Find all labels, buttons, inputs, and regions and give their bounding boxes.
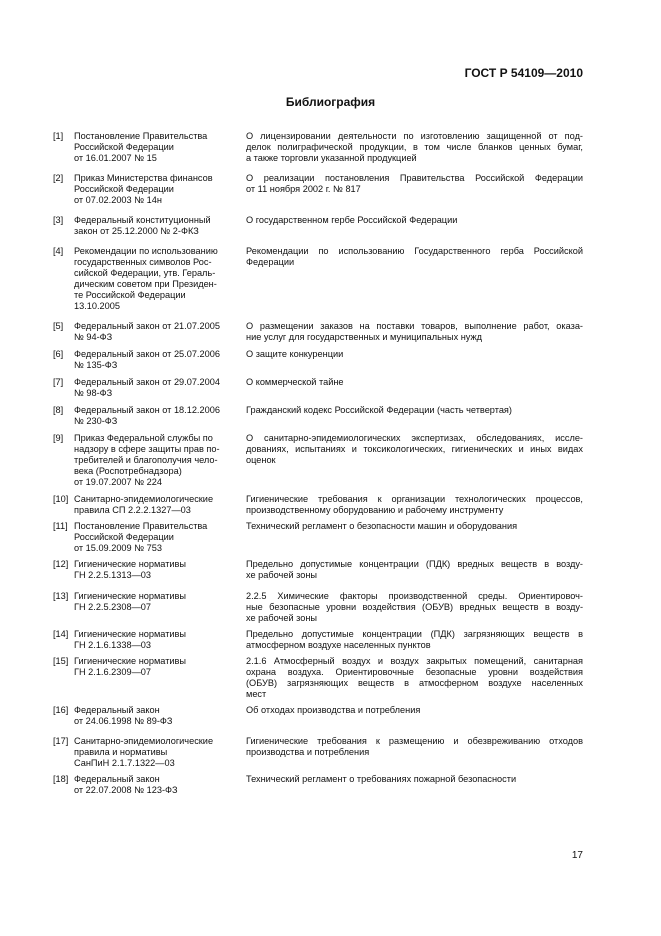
entry-number: [12] [53, 559, 69, 569]
entry-number: [10] [53, 494, 69, 504]
source-line: Российской Федерации [74, 532, 174, 542]
bibliography-list [53, 131, 584, 796]
entry-number: [7] [53, 377, 64, 387]
source-line: ГН 2.1.6.1338—03 [74, 640, 151, 650]
source-line: № 135-ФЗ [74, 360, 118, 370]
description-line: О лицензировании деятельности по изготовлению защищенной от под- [246, 131, 583, 141]
entry-number: [4] [53, 246, 64, 256]
entry-source [74, 215, 243, 237]
description-line: мест [246, 689, 267, 699]
description-line: Рекомендации по использованию Государственного герба Российской [246, 246, 583, 256]
bibliography-entry [53, 405, 584, 427]
description-line: О санитарно-эпидемиологических экспертизах, обследованиях, иссле- [246, 433, 583, 443]
description-line: от 11 ноября 2002 г. № 817 [246, 184, 361, 194]
bibliography-entry [53, 559, 584, 581]
source-line: Приказ Министерства финансов [74, 173, 213, 183]
source-line: надзору в сфере защиты прав по- [74, 444, 220, 454]
entry-description [246, 246, 583, 312]
entry-description [246, 774, 583, 796]
entry-source [74, 629, 243, 651]
source-line: Гигиенические нормативы [74, 591, 187, 601]
description-line: О коммерческой тайне [246, 377, 344, 387]
entry-number: [5] [53, 321, 64, 331]
entry-number: [18] [53, 774, 69, 784]
description-line: О реализации постановления Правительства Российской Федерации [246, 173, 583, 183]
description-line: Предельно допустимые концентрации (ПДК) вредных веществ в возду- [246, 559, 583, 569]
entry-number: [15] [53, 656, 69, 666]
entry-description [246, 131, 583, 164]
entry-description [246, 173, 583, 206]
source-line: Постановление Правительства [74, 131, 208, 141]
source-line: № 94-ФЗ [74, 332, 113, 342]
bibliography-entry [53, 591, 584, 624]
entry-source [74, 494, 243, 516]
source-line: те Российской Федерации [74, 290, 186, 300]
entry-description [246, 591, 583, 624]
entry-number: [3] [53, 215, 64, 225]
description-line: Гигиенические требования к организации технологических процессов, [246, 494, 583, 504]
bibliography-entry [53, 494, 584, 516]
description-line: (ОБУВ) загрязняющих веществ в атмосферном воздухе населенных [246, 678, 583, 688]
bibliography-entry [53, 656, 584, 700]
description-line: Гражданский кодекс Российской Федерации (часть четвертая) [246, 405, 512, 415]
bibliography-entry [53, 736, 584, 769]
entry-source [74, 656, 243, 700]
bibliography-entry [53, 521, 584, 554]
source-line: Федеральный закон от 21.07.2005 [74, 321, 220, 331]
description-line: делок полиграфической продукции, в том числе бланков ценных бумаг, [246, 142, 583, 152]
source-line: Постановление Правительства [74, 521, 208, 531]
description-line: Об отходах производства и потребления [246, 705, 421, 715]
bibliography-entry [53, 246, 584, 312]
source-line: Федеральный закон от 29.07.2004 [74, 377, 220, 387]
description-line: дованиях, испытаниях и токсикологических, гигиенических и иных видах [246, 444, 583, 454]
source-line: Гигиенические нормативы [74, 559, 187, 569]
entry-number: [2] [53, 173, 64, 183]
entry-source [74, 173, 243, 206]
source-line: от 22.07.2008 № 123-ФЗ [74, 785, 178, 795]
description-line: атмосферном воздухе населенных пунктов [246, 640, 431, 650]
description-line: 2.1.6 Атмосферный воздух и воздух закрытых помещений, санитарная [246, 656, 583, 666]
entry-description [246, 377, 583, 399]
entry-source [74, 433, 243, 488]
entry-number: [14] [53, 629, 69, 639]
entry-source [74, 349, 243, 371]
entry-description [246, 705, 583, 727]
entry-description [246, 321, 583, 343]
entry-number: [16] [53, 705, 69, 715]
bibliography-entry [53, 349, 584, 371]
source-line: Российской Федерации [74, 184, 174, 194]
page-title: Библиография [285, 95, 376, 109]
entry-source [74, 521, 243, 554]
bibliography-entry [53, 321, 584, 343]
source-line: сийской Федерации, утв. Гераль- [74, 268, 216, 278]
entry-source [74, 405, 243, 427]
description-line: оценок [246, 455, 276, 465]
entry-source [74, 246, 243, 312]
entry-number: [9] [53, 433, 64, 443]
entry-description [246, 559, 583, 581]
description-line: ные безопасные уровни воздействия (ОБУВ) вредных веществ в возду- [246, 602, 583, 612]
source-line: ГН 2.2.5.1313—03 [74, 570, 151, 580]
entry-source [74, 377, 243, 399]
entry-description [246, 349, 583, 371]
source-line: от 15.09.2009 № 753 [74, 543, 162, 553]
source-line: века (Роспотребнадзора) [74, 466, 182, 476]
description-line: О размещении заказов на поставки товаров, выполнение работ, оказа- [246, 321, 583, 331]
entry-number: [11] [53, 521, 68, 531]
entry-source [74, 559, 243, 581]
entry-description [246, 215, 583, 237]
entry-number: [13] [53, 591, 69, 601]
entry-source [74, 321, 243, 343]
source-line: 13.10.2005 [74, 301, 120, 311]
description-line: хе рабочей зоны [246, 613, 318, 623]
entry-description [246, 629, 583, 651]
bibliography-entry [53, 173, 584, 206]
entry-description [246, 521, 583, 554]
bibliography-entry [53, 433, 584, 488]
bibliography-entry [53, 377, 584, 399]
bibliography-entry [53, 629, 584, 651]
source-line: правила СП 2.2.2.1327—03 [74, 505, 191, 515]
source-line: Федеральный закон от 25.07.2006 [74, 349, 220, 359]
entry-source [74, 591, 243, 624]
description-line: производства и потребления [246, 747, 370, 757]
entry-description [246, 494, 583, 516]
page-number: 17 [571, 850, 583, 861]
description-line: О защите конкуренции [246, 349, 344, 359]
description-line: 2.2.5 Химические факторы производственной среды. Ориентировоч- [246, 591, 583, 601]
description-line: О государственном гербе Российской Федерации [246, 215, 458, 225]
source-line: государственных символов Рос- [74, 257, 212, 267]
entry-source [74, 774, 243, 796]
entry-number: [6] [53, 349, 64, 359]
source-line: Санитарно-эпидемиологические [74, 736, 214, 746]
source-line: СанПиН 2.1.7.1322—03 [74, 758, 175, 768]
description-line: Гигиенические требования к размещению и обезвреживанию отходов [246, 736, 583, 746]
source-line: Федеральный закон [74, 774, 160, 784]
entry-description [246, 736, 583, 769]
source-line: от 19.07.2007 № 224 [74, 477, 162, 487]
entry-source [74, 736, 243, 769]
description-line: Технический регламент о требованиях пожарной безопасности [246, 774, 517, 784]
source-line: № 98-ФЗ [74, 388, 113, 398]
entry-description [246, 405, 583, 427]
source-line: Федеральный закон [74, 705, 160, 715]
source-line: Рекомендации по использованию [74, 246, 218, 256]
source-line: закон от 25.12.2000 № 2-ФКЗ [74, 226, 199, 236]
source-line: Гигиенические нормативы [74, 629, 187, 639]
source-line: Приказ Федеральной службы по [74, 433, 213, 443]
entry-description [246, 433, 583, 488]
source-line: от 24.06.1998 № 89-ФЗ [74, 716, 173, 726]
description-line: ние услуг для государственных и муниципальных нужд [246, 332, 482, 342]
entry-description [246, 656, 583, 700]
entry-number: [17] [53, 736, 69, 746]
bibliography-entry [53, 774, 584, 796]
source-line: ГН 2.1.6.2309—07 [74, 667, 151, 677]
description-line: а также торговли указанной продукцией [246, 153, 417, 163]
source-line: Российской Федерации [74, 142, 174, 152]
description-line: Технический регламент о безопасности машин и оборудования [246, 521, 518, 531]
source-line: Санитарно-эпидемиологические [74, 494, 214, 504]
source-line: от 07.02.2003 № 14н [74, 195, 162, 205]
entry-number: [8] [53, 405, 64, 415]
source-line: Федеральный закон от 18.12.2006 [74, 405, 220, 415]
description-line: производственному оборудованию и рабочему инструменту [246, 505, 504, 515]
bibliography-entry [53, 215, 584, 237]
bibliography-entry [53, 705, 584, 727]
bibliography-entry [53, 131, 584, 164]
entry-number: [1] [53, 131, 64, 141]
description-line: охрана воздуха. Ориентировочные безопасные уровни воздействия [246, 667, 583, 677]
source-line: правила и нормативы [74, 747, 168, 757]
description-line: Федерации [246, 257, 295, 267]
document-code: ГОСТ Р 54109—2010 [464, 66, 583, 80]
source-line: № 230-ФЗ [74, 416, 118, 426]
source-line: ГН 2.2.5.2308—07 [74, 602, 151, 612]
description-line: Предельно допустимые концентрации (ПДК) загрязняющих веществ в [246, 629, 583, 639]
source-line: дическим советом при Президен- [74, 279, 217, 289]
source-line: от 16.01.2007 № 15 [74, 153, 157, 163]
entry-source [74, 131, 243, 164]
entry-source [74, 705, 243, 727]
description-line: хе рабочей зоны [246, 570, 318, 580]
source-line: Гигиенические нормативы [74, 656, 187, 666]
source-line: Федеральный конституционный [74, 215, 211, 225]
source-line: требителей и благополучия чело- [74, 455, 218, 465]
